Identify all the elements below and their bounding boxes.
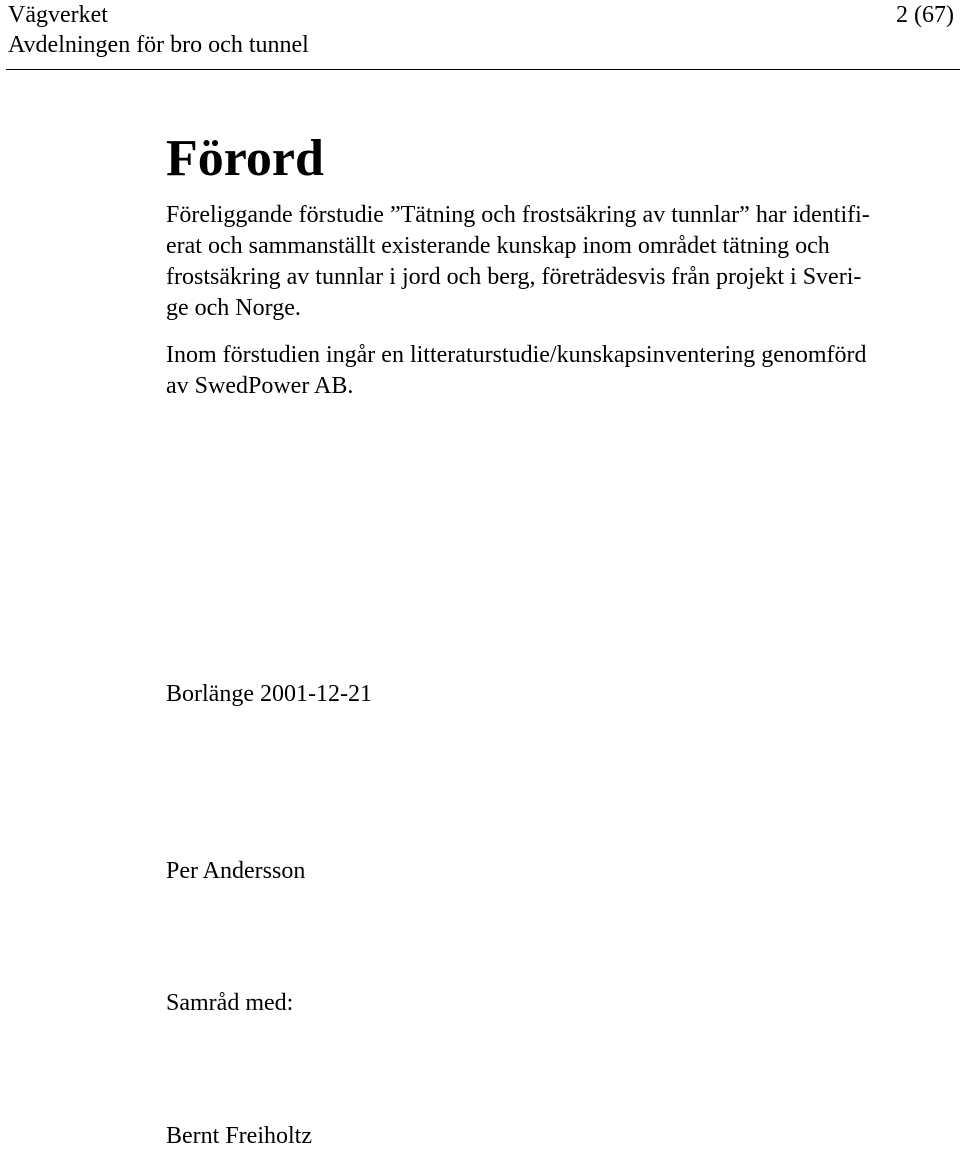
paragraph-line: Inom förstudien ingår en litteraturstudie/kunskapsinventering genomförd: [166, 342, 867, 368]
page-title: Förord: [166, 130, 324, 187]
paragraph-line: Föreliggande förstudie ”Tätning och frostsäkring av tunnlar” har identifi-: [166, 202, 870, 228]
paragraph-line: ge och Norge.: [166, 295, 301, 321]
author-name: Per Andersson: [166, 858, 306, 884]
consulted-label: Samråd med:: [166, 990, 294, 1016]
header-divider: [6, 69, 960, 70]
place-and-date: Borlänge 2001-12-21: [166, 681, 372, 707]
running-header: [8, 0, 309, 60]
paragraph-line: erat och sammanställt existerande kunskap inom området tätning och: [166, 233, 830, 259]
paragraph-line: frostsäkring av tunnlar i jord och berg, företrädesvis från projekt i Sveri-: [166, 264, 862, 290]
page-number: 2 (67): [896, 2, 954, 28]
header-department: Avdelningen för bro och tunnel: [8, 32, 309, 58]
paragraph-line: av SwedPower AB.: [166, 373, 354, 399]
preface-paragraph-2: [166, 340, 956, 402]
header-organization: Vägverket: [8, 2, 108, 28]
preface-paragraph-1: [166, 200, 956, 324]
consulted-name: Bernt Freiholtz: [166, 1123, 312, 1149]
